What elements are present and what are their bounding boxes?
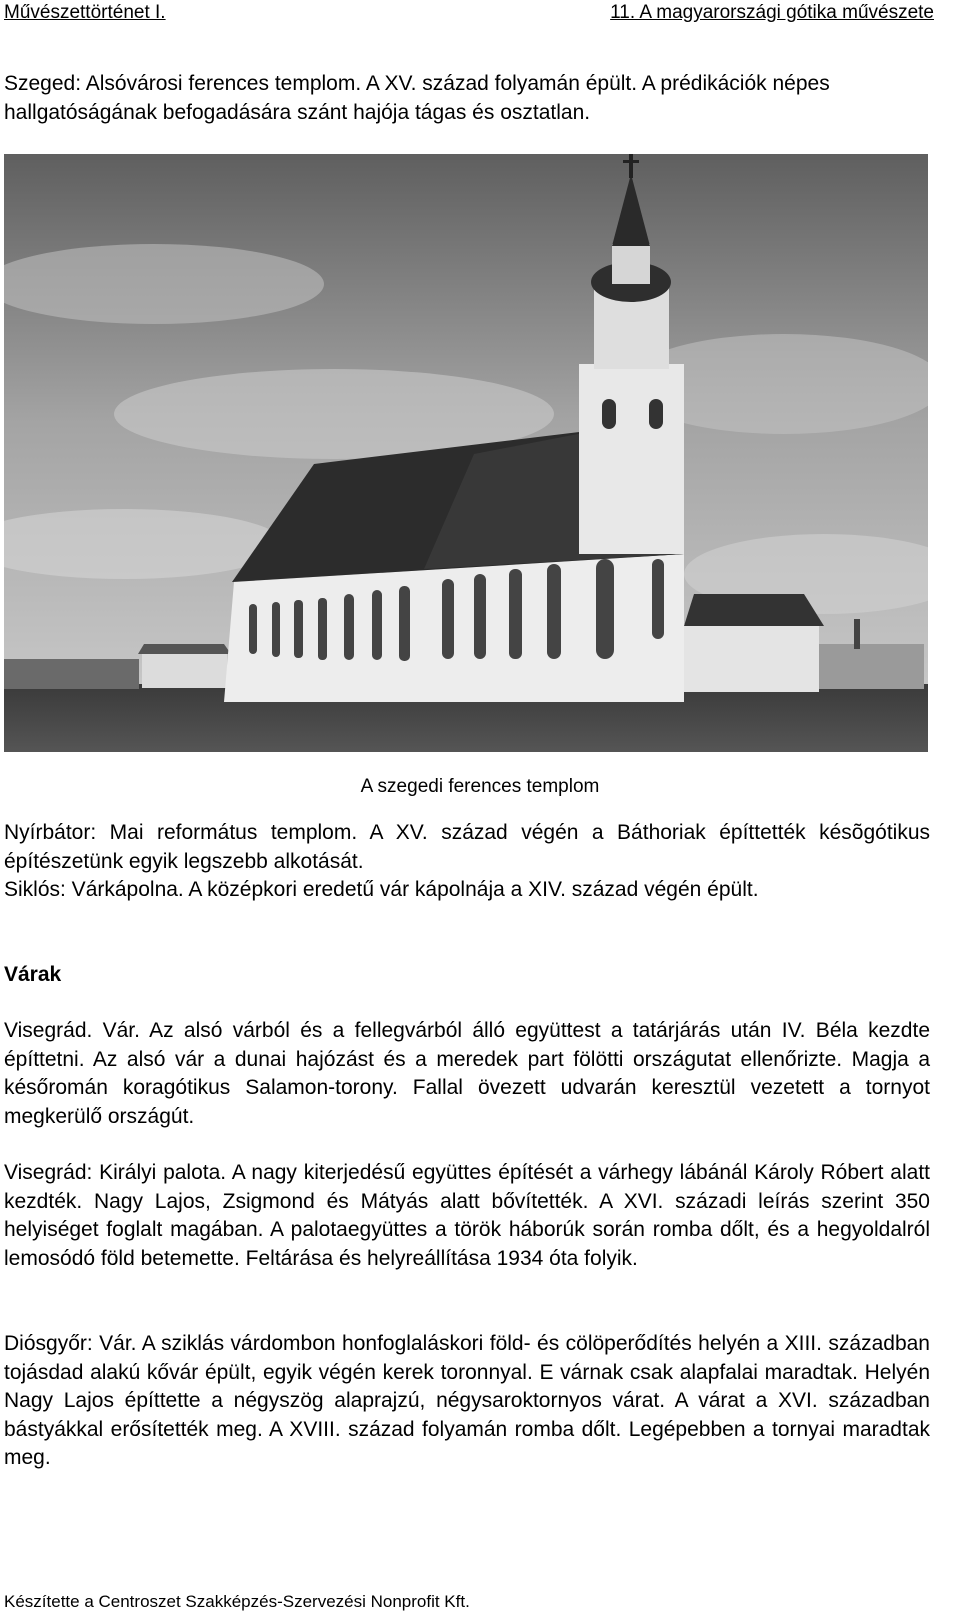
figure-caption: A szegedi ferences templom xyxy=(360,776,600,797)
paragraph-visegrad-var: Visegrád. Vár. Az alsó várból és a fellegvárból álló együttest a tatárjárás után IV. Béla kezdte építtetni. Az alsó vár a dunai hajózást és a meredek part fölötti országutat ellenőrizte. Magja a későromán koragótikus Salamon-torony. Fallal övezett udvarán keresztül vezetett a tornyot megkerülő országút. xyxy=(4,1019,930,1128)
page-footer: Készítette a Centroszet Szakképzés-Szervezési Nonprofit Kft. xyxy=(4,1592,470,1611)
intro-paragraph: Szeged: Alsóvárosi ferences templom. A XV. század folyamán épült. A prédikációk népes hallgatóságának befogadására szánt hajója tágas és osztatlan. xyxy=(4,72,830,124)
church-photo xyxy=(4,154,928,752)
page-header xyxy=(0,0,960,34)
paragraph-diosgyor: Diósgyőr: Vár. A sziklás várdombon honfoglaláskori föld- és cölöperődítés helyén a XIII. században tojásdad alakú kővár épült, egyik végén kerek toronnyal. E várnak csak alapfalai maradtak. Helyén Nagy Lajos építtette a négyszög alaprajzú, négysaroktornyos várat. A várat a XVI. században bástyákkal erősítették meg. A XVIII. század folyamán romba dőlt. Legépebben a tornyai maradtak meg. xyxy=(4,1332,930,1469)
paragraph-visegrad-palota: Visegrád: Királyi palota. A nagy kiterjedésű együttes építését a várhegy lábánál Károly Róbert alatt kezdték. Nagy Lajos, Zsigmond és Mátyás alatt bővítették. A XVI. századi leírás szerint 350 helyiséget foglalt magában. A palotaegyüttes a török háborúk során romba dőlt, és a hegyoldalról lemosódó föld betemette. Feltárása és helyreállítása 1934 óta folyik. xyxy=(4,1161,930,1270)
course-title: Művészettörténet I. xyxy=(4,2,166,23)
section-heading: Várak xyxy=(4,963,62,986)
chapter-title: 11. A magyarországi gótika művészete xyxy=(610,2,934,23)
paragraph-nyirbator: Nyírbátor: Mai református templom. A XV. század végén a Báthoriak építtették késõgótikus építészetünk egyik legszebb alkotását. xyxy=(4,821,930,873)
paragraph-siklos: Siklós: Várkápolna. A középkori eredetű vár kápolnája a XIV. század végén épült. xyxy=(4,878,759,901)
